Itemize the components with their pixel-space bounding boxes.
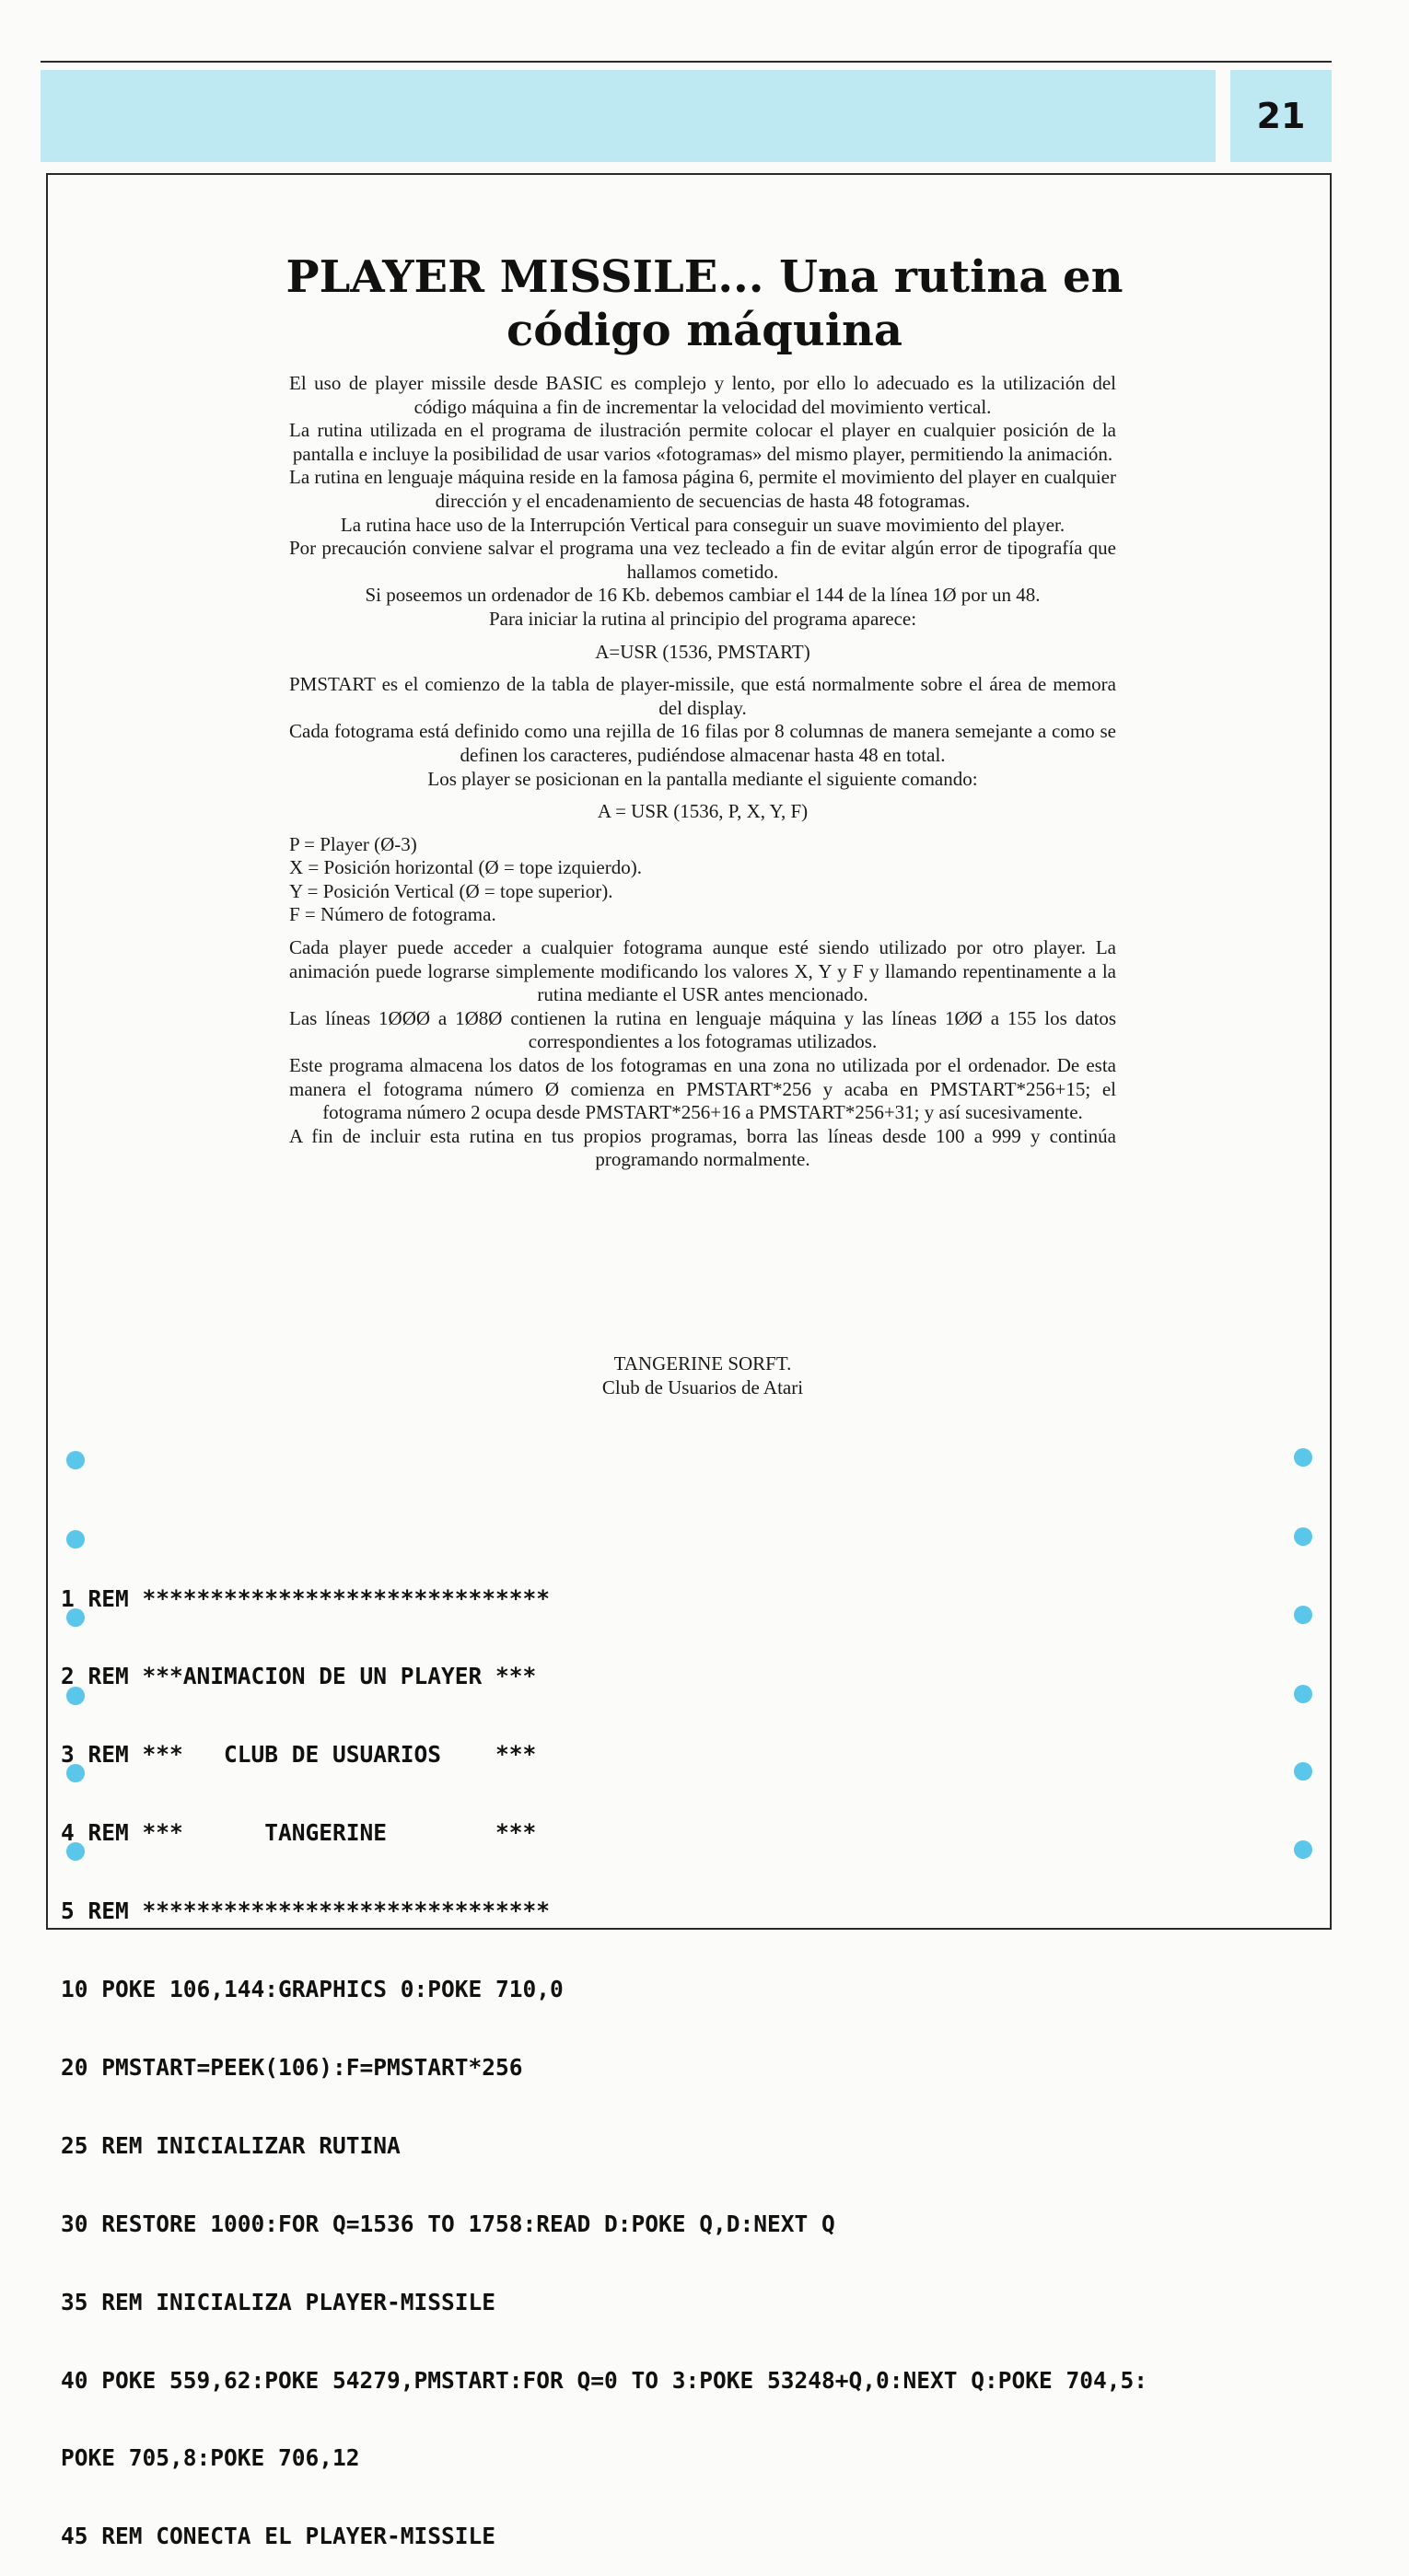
paragraph: Las líneas 1ØØØ a 1Ø8Ø contienen la rutina en lenguaje máquina y las líneas 1ØØ a 155 los datos correspondientes a los fotogramas utilizados. [289, 1006, 1116, 1053]
paragraph: El uso de player missile desde BASIC es complejo y lento, por ello lo adecuado es la utilización del código máquina a fin de incrementar la velocidad del movimiento vertical. [289, 372, 1116, 418]
code-line: 2 REM ***ANIMACION DE UN PLAYER *** [61, 1663, 537, 1690]
paragraph: Por precaución conviene salvar el programa una vez tecleado a fin de evitar algún error de tipografía que hallamos cometido. [289, 537, 1116, 583]
code-line: 40 POKE 559,62:POKE 54279,PMSTART:FOR Q=0 TO 3:POKE 53248+Q,0:NEXT Q:POKE 704,5: [61, 2366, 1148, 2394]
paragraph: Cada player puede acceder a cualquier fotograma aunque esté siendo utilizado por otro player. La animación puede lograrse simplemente modificando los valores X, Y y F y llamando repentinamente a la rutina mediante el USR antes mencionado. [289, 936, 1116, 1006]
paragraph: La rutina hace uso de la Interrupción Vertical para conseguir un suave movimiento del player. [340, 513, 1065, 536]
code-line: 25 REM INICIALIZAR RUTINA [61, 2131, 401, 2159]
code-line: 1 REM ****************************** [61, 1584, 551, 1612]
paragraph: Para iniciar la rutina al principio del programa aparece: [488, 607, 917, 630]
header-band [41, 70, 1216, 162]
basic-listing [61, 1534, 1332, 2576]
paragraph: La rutina utilizada en el programa de ilustración permite colocar el player en cualquier posición de la pantalla e incluye la posibilidad de usar varios «fotogramas» del mismo player, permitiendo la animación. [289, 419, 1116, 465]
definition: P = Player (Ø-3) [289, 832, 417, 855]
article-body [289, 372, 1116, 1172]
paragraph: Si poseemos un ordenador de 16 Kb. debemos cambiar el 144 de la línea 1Ø por un 48. [365, 584, 1041, 607]
paragraph: A fin de incluir esta rutina en tus propios programas, borra las líneas desde 100 a 999 y continúa programando normalmente. [289, 1124, 1116, 1171]
feed-hole [1294, 1448, 1312, 1467]
definition: X = Posición horizontal (Ø = tope izquierdo). [289, 856, 642, 879]
code-line: 45 REM CONECTA EL PLAYER-MISSILE [61, 2523, 496, 2550]
feed-hole [66, 1451, 85, 1469]
code-line: 30 RESTORE 1000:FOR Q=1536 TO 1758:READ D:POKE Q,D:NEXT Q [61, 2210, 835, 2237]
title-line-1: PLAYER MISSILE... Una rutina en [285, 251, 1124, 303]
club-name: Club de Usuarios de Atari [601, 1376, 804, 1398]
signature [289, 1352, 1116, 1399]
formula: A = USR (1536, P, X, Y, F) [597, 800, 809, 823]
article-title [184, 250, 1225, 357]
formula: A=USR (1536, PMSTART) [595, 640, 810, 663]
code-line: 5 REM ****************************** [61, 1897, 551, 1925]
code-line: 35 REM INICIALIZA PLAYER-MISSILE [61, 2288, 496, 2315]
paragraph: Este programa almacena los datos de los fotogramas en una zona no utilizada por el ordenador. De esta manera el fotograma número Ø comienza en PMSTART*256 y acaba en PMSTART*256+15; el fotograma número 2 ocupa desde PMSTART*256+16 a PMSTART*256+31; y así sucesivamente. [289, 1054, 1116, 1124]
definition: F = Número de fotograma. [289, 903, 496, 926]
paragraph: Cada fotograma está definido como una rejilla de 16 filas por 8 columnas de manera semejante a como se definen los caracteres, pudiéndose almacenar hasta 48 en total. [289, 720, 1116, 766]
top-rule [41, 61, 1332, 63]
author: TANGERINE SORFT. [613, 1352, 792, 1375]
paragraph: Los player se posicionan en la pantalla mediante el siguiente comando: [427, 767, 978, 790]
definition: Y = Posición Vertical (Ø = tope superior). [289, 879, 613, 902]
code-line: 4 REM *** TANGERINE *** [61, 1819, 537, 1847]
page-number: 21 [1230, 70, 1332, 162]
code-line: 20 PMSTART=PEEK(106):F=PMSTART*256 [61, 2053, 523, 2081]
code-line: 10 POKE 106,144:GRAPHICS 0:POKE 710,0 [61, 1976, 564, 2003]
paragraph: PMSTART es el comienzo de la tabla de player-missile, que está normalmente sobre el área de memora del display. [289, 673, 1116, 719]
code-line: 3 REM *** CLUB DE USUARIOS *** [61, 1741, 537, 1769]
title-line-2: código máquina [507, 305, 902, 356]
paragraph: La rutina en lenguaje máquina reside en la famosa página 6, permite el movimiento del player en cualquier dirección y el encadenamiento de secuencias de hasta 48 fotogramas. [289, 466, 1116, 512]
code-line: POKE 705,8:POKE 706,12 [61, 2444, 360, 2472]
